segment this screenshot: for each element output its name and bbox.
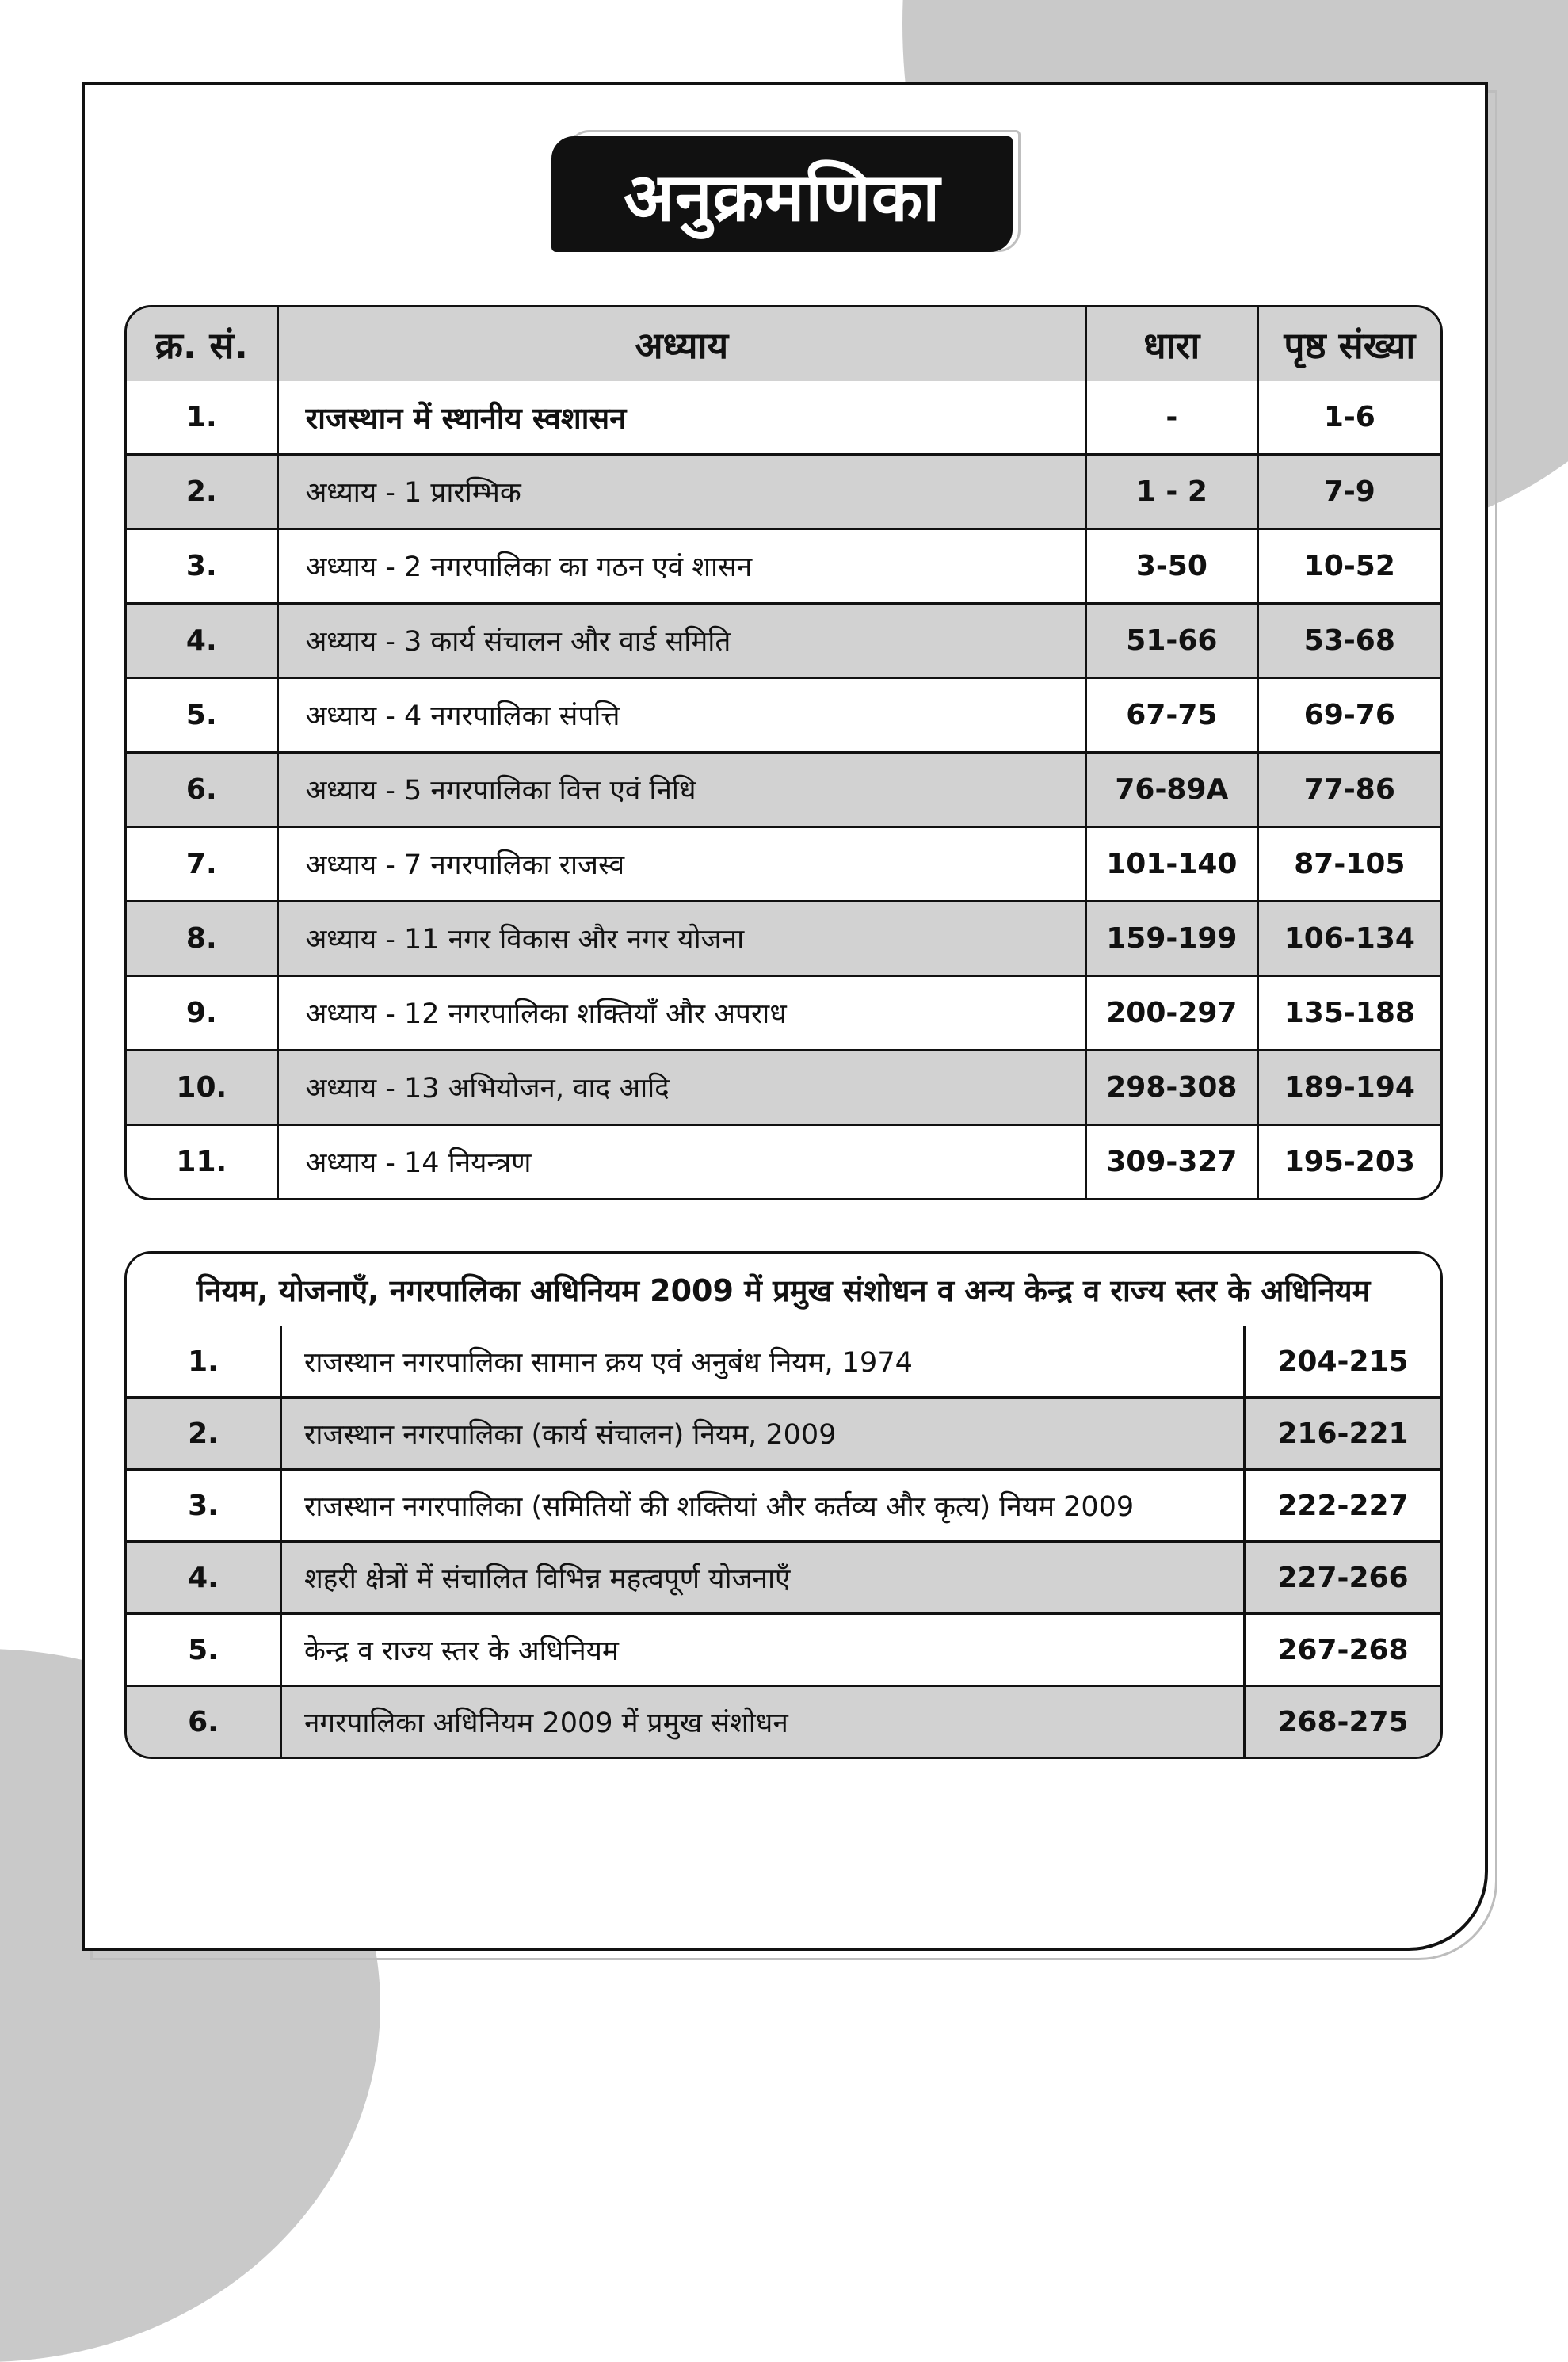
table-row (127, 1471, 1440, 1543)
row-chapter: केन्द्र व राज्य स्तर के अधिनियम (282, 1615, 1246, 1687)
row-chapter: राजस्थान में स्थानीय स्वशासन (279, 381, 1088, 456)
table-row (127, 828, 1440, 902)
table-row (127, 1687, 1440, 1757)
row-number: 7. (127, 828, 279, 902)
row-number: 9. (127, 977, 279, 1051)
row-chapter: अध्याय - 1 प्रारम्भिक (279, 456, 1088, 530)
table-row (127, 977, 1440, 1051)
row-chapter: अध्याय - 3 कार्य संचालन और वार्ड समिति (279, 605, 1088, 679)
row-chapter: शहरी क्षेत्रों में संचालित विभिन्न महत्वपूर्ण योजनाएँ (282, 1543, 1246, 1615)
row-chapter: अध्याय - 7 नगरपालिका राजस्व (279, 828, 1088, 902)
page-title: अनुक्रमणिका (623, 158, 941, 236)
table-row (127, 1399, 1440, 1471)
row-section: 101-140 (1087, 828, 1259, 902)
table-row (127, 902, 1440, 977)
row-number: 2. (127, 1399, 282, 1471)
row-section: 1 - 2 (1087, 456, 1259, 530)
row-chapter: अध्याय - 4 नगरपालिका संपत्ति (279, 679, 1088, 754)
table-row (127, 1326, 1440, 1399)
row-chapter: राजस्थान नगरपालिका (समितियों की शक्तियां और कर्तव्य और कृत्य) नियम 2009 (282, 1471, 1246, 1543)
row-chapter: राजस्थान नगरपालिका सामान क्रय एवं अनुबंध नियम, 1974 (282, 1326, 1246, 1399)
row-page: 189-194 (1259, 1051, 1440, 1126)
header-page: पृष्ठ संख्या (1259, 307, 1440, 381)
row-number: 4. (127, 1543, 282, 1615)
row-section: 51-66 (1087, 605, 1259, 679)
row-section: 200-297 (1087, 977, 1259, 1051)
header-serial: क्र. सं. (127, 307, 279, 381)
row-page: 1-6 (1259, 381, 1440, 456)
row-number: 1. (127, 381, 279, 456)
row-page: 204-215 (1246, 1326, 1440, 1399)
table-row (127, 679, 1440, 754)
row-section: 76-89A (1087, 754, 1259, 828)
rules-table (124, 1251, 1443, 1759)
chapters-table-header (127, 307, 1440, 381)
row-section: 67-75 (1087, 679, 1259, 754)
rules-table-header (127, 1254, 1440, 1326)
row-number: 10. (127, 1051, 279, 1126)
chapters-table (124, 305, 1443, 1200)
row-page: 53-68 (1259, 605, 1440, 679)
row-chapter: अध्याय - 11 नगर विकास और नगर योजना (279, 902, 1088, 977)
table-row (127, 381, 1440, 456)
row-page: 10-52 (1259, 530, 1440, 605)
row-section: 309-327 (1087, 1126, 1259, 1198)
row-page: 267-268 (1246, 1615, 1440, 1687)
row-chapter: अध्याय - 5 नगरपालिका वित्त एवं निधि (279, 754, 1088, 828)
title-banner (551, 136, 1013, 252)
row-chapter: नगरपालिका अधिनियम 2009 में प्रमुख संशोधन (282, 1687, 1246, 1757)
row-section: 3-50 (1087, 530, 1259, 605)
rules-table-title: नियम, योजनाएँ, नगरपालिका अधिनियम 2009 में प्रमुख संशोधन व अन्य केन्द्र व राज्य स्तर के अधिनियम (127, 1254, 1440, 1326)
row-number: 6. (127, 1687, 282, 1757)
row-section: 298-308 (1087, 1051, 1259, 1126)
row-page: 7-9 (1259, 456, 1440, 530)
row-section: 159-199 (1087, 902, 1259, 977)
row-chapter: अध्याय - 13 अभियोजन, वाद आदि (279, 1051, 1088, 1126)
table-row (127, 605, 1440, 679)
row-number: 3. (127, 1471, 282, 1543)
row-page: 77-86 (1259, 754, 1440, 828)
table-row (127, 1615, 1440, 1687)
row-chapter: अध्याय - 14 नियन्त्रण (279, 1126, 1088, 1198)
row-page: 227-266 (1246, 1543, 1440, 1615)
row-chapter: अध्याय - 12 नगरपालिका शक्तियाँ और अपराध (279, 977, 1088, 1051)
table-row (127, 754, 1440, 828)
row-page: 216-221 (1246, 1399, 1440, 1471)
row-page: 222-227 (1246, 1471, 1440, 1543)
table-row (127, 456, 1440, 530)
header-section: धारा (1087, 307, 1259, 381)
row-page: 268-275 (1246, 1687, 1440, 1757)
table-row (127, 1126, 1440, 1198)
row-number: 3. (127, 530, 279, 605)
table-row (127, 530, 1440, 605)
row-number: 5. (127, 679, 279, 754)
table-row (127, 1543, 1440, 1615)
row-number: 4. (127, 605, 279, 679)
table-row (127, 1051, 1440, 1126)
row-number: 2. (127, 456, 279, 530)
row-number: 6. (127, 754, 279, 828)
row-number: 5. (127, 1615, 282, 1687)
row-chapter: अध्याय - 2 नगरपालिका का गठन एवं शासन (279, 530, 1088, 605)
row-page: 195-203 (1284, 1146, 1415, 1178)
row-number: 1. (127, 1326, 282, 1399)
row-page: 69-76 (1259, 679, 1440, 754)
row-number: 8. (127, 902, 279, 977)
row-page: 87-105 (1259, 828, 1440, 902)
row-page: 106-134 (1259, 902, 1440, 977)
header-chapter: अध्याय (279, 307, 1088, 381)
row-chapter: राजस्थान नगरपालिका (कार्य संचालन) नियम, 2009 (282, 1399, 1246, 1471)
row-page: 135-188 (1259, 977, 1440, 1051)
row-section: - (1087, 381, 1259, 456)
row-number: 11. (127, 1126, 279, 1198)
